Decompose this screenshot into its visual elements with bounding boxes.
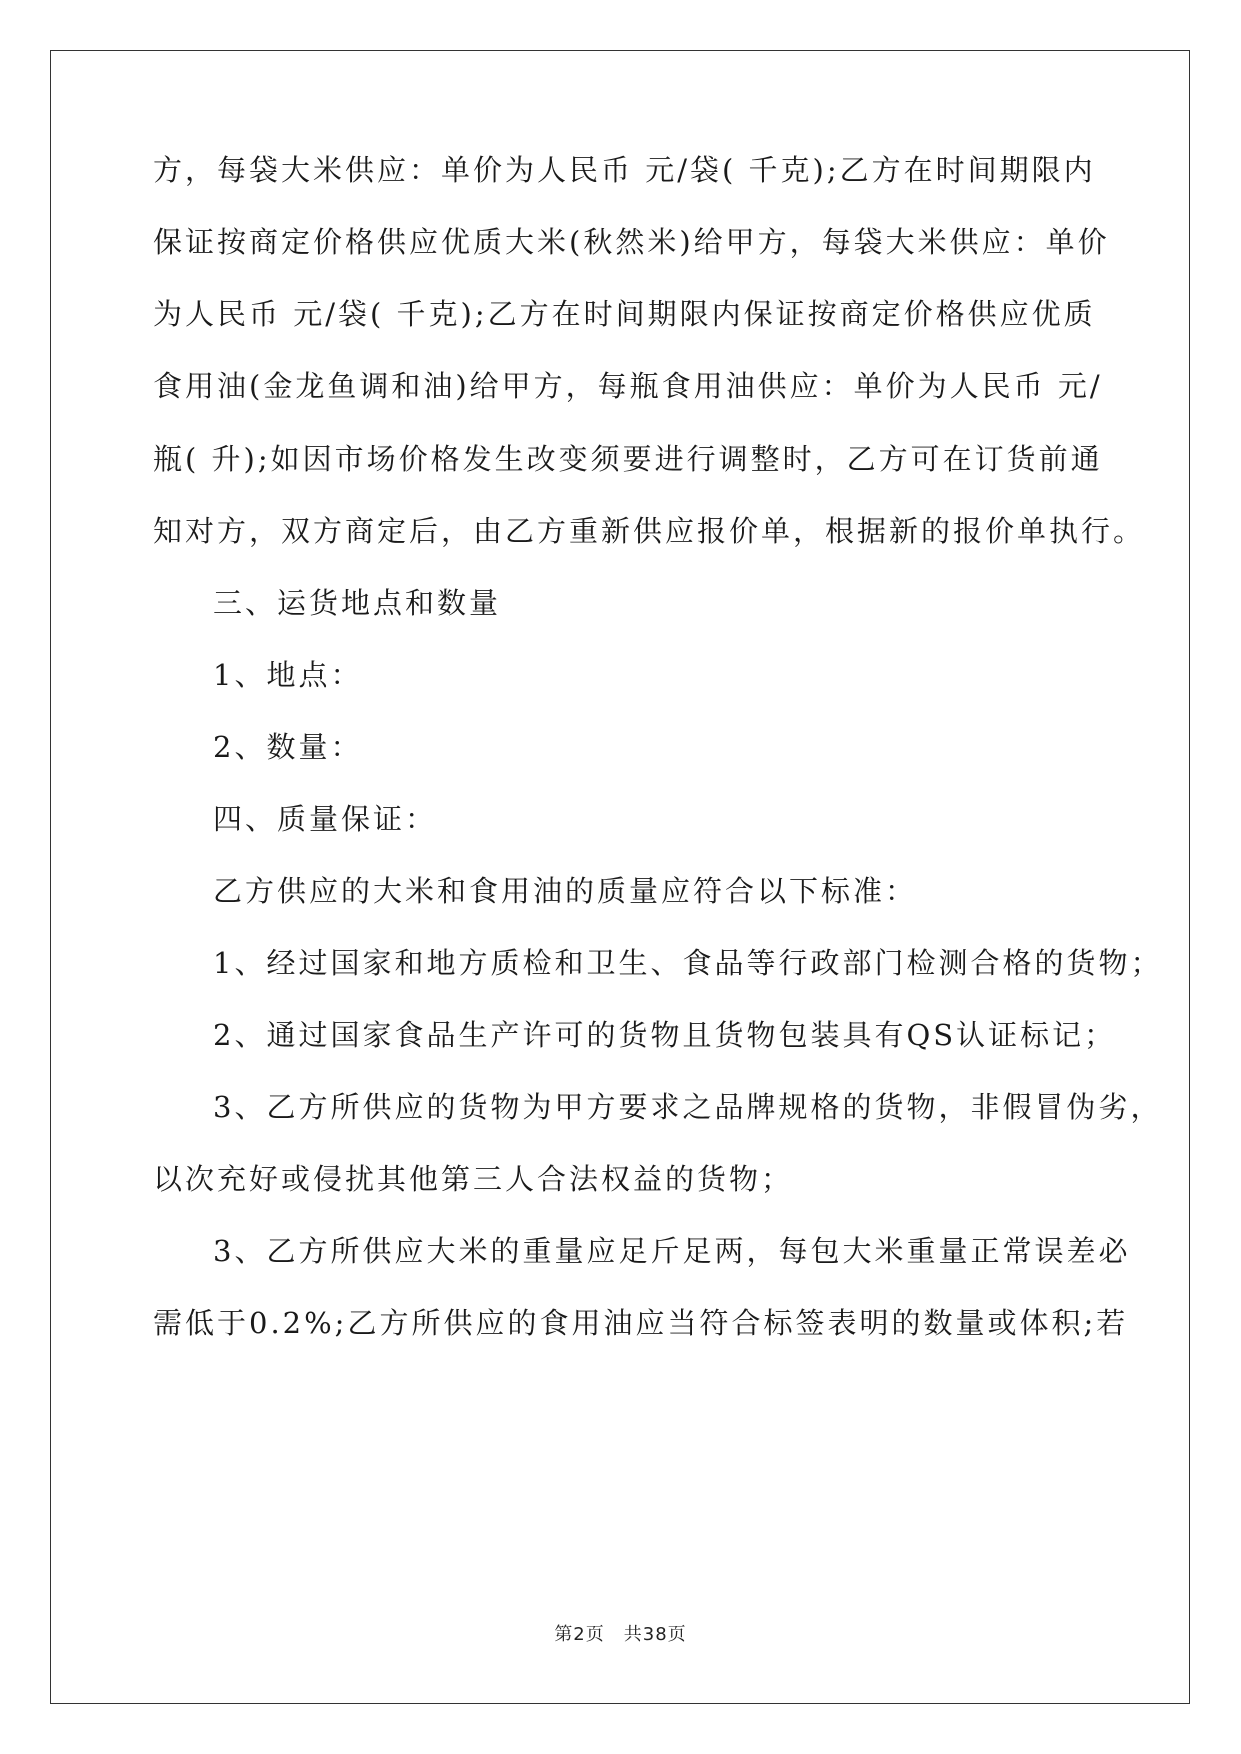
text-line: 3、乙方所供应的货物为甲方要求之品牌规格的货物，非假冒伪劣，: [213, 1090, 1163, 1124]
text-line: 1、地点：: [213, 658, 363, 692]
text-line: 乙方供应的大米和食用油的质量应符合以下标准：: [213, 874, 918, 908]
text-line: 食用油(金龙鱼调和油)给甲方，每瓶食用油供应：单价为人民币 元/: [153, 369, 1103, 403]
text-line: 为人民币 元/袋( 千克);乙方在时间期限内保证按商定价格供应优质: [153, 297, 1096, 331]
text-line: 方，每袋大米供应：单价为人民币 元/袋( 千克);乙方在时间期限内: [153, 153, 1096, 187]
page-number: 第2页 共38页: [554, 1624, 687, 1645]
text-line: 需低于0.2%;乙方所供应的食用油应当符合标签表明的数量或体积;若: [153, 1306, 1129, 1340]
text-line: 知对方，双方商定后，由乙方重新供应报价单，根据新的报价单执行。: [153, 514, 1146, 548]
section-heading: 四、质量保证：: [213, 802, 438, 836]
text-line: 3、乙方所供应大米的重量应足斤足两，每包大米重量正常误差必: [213, 1234, 1131, 1268]
text-line: 2、数量：: [213, 730, 363, 764]
text-line: 2、通过国家食品生产许可的货物且货物包装具有QS认证标记；: [213, 1018, 1117, 1052]
section-heading: 三、运货地点和数量: [213, 586, 502, 620]
text-line: 瓶( 升);如因市场价格发生改变须要进行调整时，乙方可在订货前通: [153, 442, 1103, 476]
text-line: 1、经过国家和地方质检和卫生、食品等行政部门检测合格的货物；: [213, 946, 1163, 980]
text-line: 以次充好或侵扰其他第三人合法权益的货物；: [153, 1162, 794, 1196]
text-line: 保证按商定价格供应优质大米(秋然米)给甲方，每袋大米供应：单价: [153, 225, 1110, 259]
